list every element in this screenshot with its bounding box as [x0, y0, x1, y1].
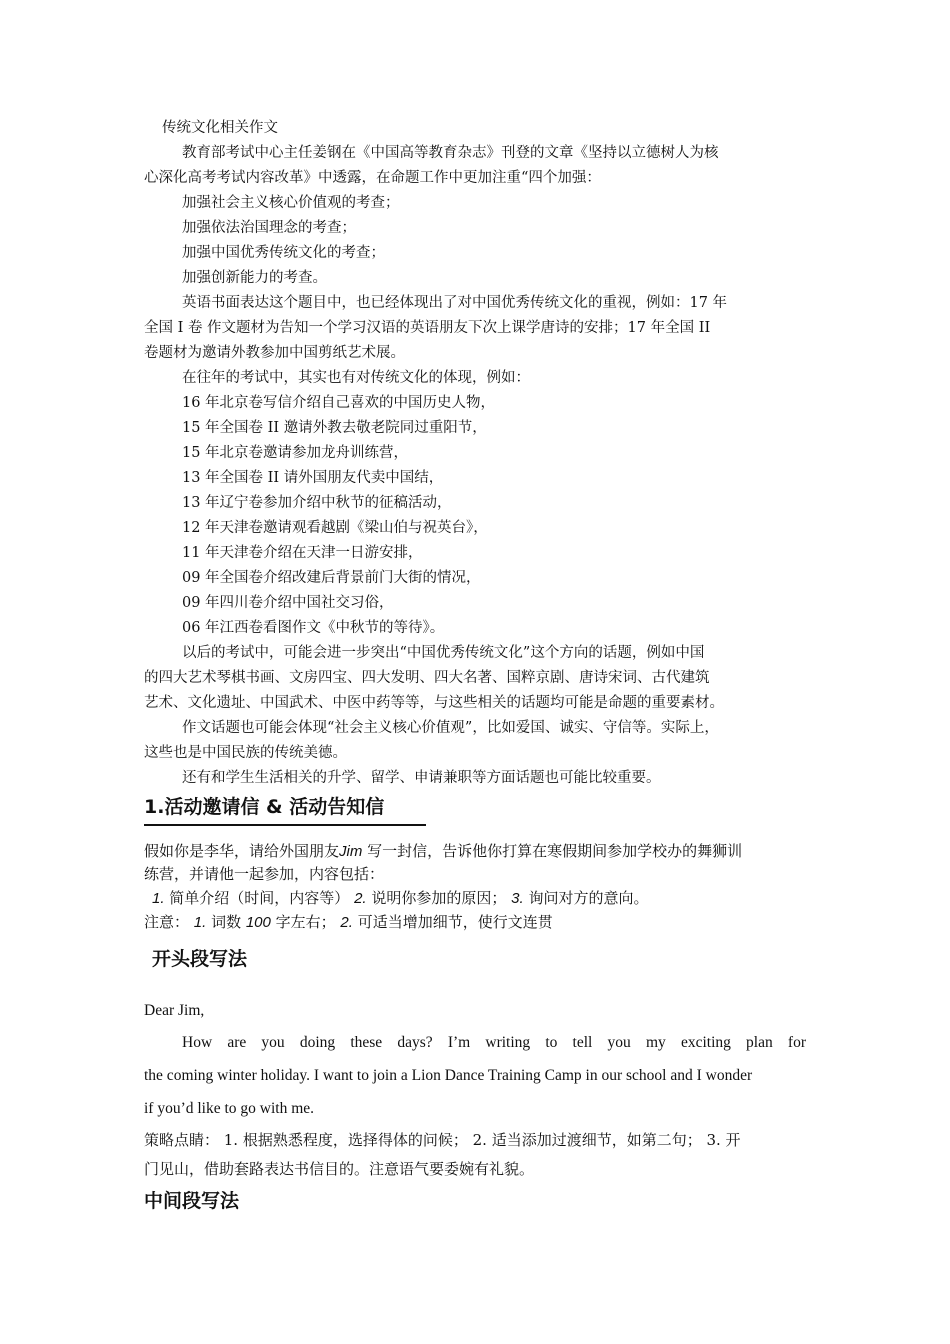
- intro-line: 加强社会主义核心价值观的考查；: [182, 195, 400, 211]
- exam-list-item: 13 年全国卷 II 请外国朋友代卖中国结，: [182, 470, 444, 486]
- intro-line: 艺术、文化遗址、中国武术、中医中药等等，与这些相关的话题均可能是命题的重要素材。: [144, 695, 724, 711]
- intro-line: 英语书面表达这个题目中，也已经体现出了对中国优秀传统文化的重视，例如：17 年: [182, 295, 728, 311]
- middle-heading: 中间段写法: [144, 1190, 240, 1212]
- intro-line: 在往年的考试中，其实也有对传统文化的体现，例如：: [182, 370, 530, 386]
- exam-list-item: 15 年全国卷 II 邀请外教去敬老院同过重阳节，: [182, 420, 487, 436]
- intro-line: 心深化高考考试内容改革》中透露，在命题工作中更加注重“四个加强：: [144, 170, 601, 186]
- letter-line: if you’d like to go with me.: [144, 1100, 315, 1117]
- intro-line: 这些也是中国民族的传统美德。: [144, 745, 347, 761]
- intro-line: 全国 I 卷 作文题材为告知一个学习汉语的英语朋友下次上课学唐诗的安排；17 年全国 II: [144, 320, 711, 336]
- intro-line: 还有和学生生活相关的升学、留学、申请兼职等方面话题也可能比较重要。: [182, 770, 661, 786]
- letter-line: How are you doing these days? I’m writing to tell you my exciting plan for: [182, 1034, 806, 1051]
- exam-list-item: 15 年北京卷邀请参加龙舟训练营，: [182, 445, 409, 461]
- tips-line: 门见山，借助套路表达书信目的。注意语气要委婉有礼貌。: [144, 1160, 535, 1178]
- intro-line: 加强依法治国理念的考查；: [182, 220, 356, 236]
- letter-salutation: Dear Jim,: [144, 1002, 205, 1019]
- exam-list-item: 16 年北京卷写信介绍自己喜欢的中国历史人物，: [182, 395, 496, 411]
- exam-list-item: 09 年全国卷介绍改建后背景前门大街的情况，: [182, 570, 481, 586]
- intro-line: 的四大艺术琴棋书画、文房四宝、四大发明、四大名著、国粹京剧、唐诗宋词、古代建筑: [144, 670, 710, 686]
- intro-line: 卷题材为邀请外教参加中国剪纸艺术展。: [144, 345, 405, 361]
- intro-line: 教育部考试中心主任姜钢在《中国高等教育杂志》刊登的文章《坚持以立德树人为核: [182, 145, 719, 161]
- intro-line: 以后的考试中，可能会进一步突出“中国优秀传统文化”这个方向的话题，例如中国: [182, 645, 705, 661]
- tips-line: 策略点睛： 1. 根据熟悉程度，选择得体的问候； 2. 适当添加过渡细节，如第二句； 3. 开: [144, 1131, 741, 1149]
- exam-list-item: 09 年四川卷介绍中国社交习俗，: [182, 595, 394, 611]
- doc-title: 传统文化相关作文: [162, 120, 278, 136]
- intro-line: 作文话题也可能会体现“社会主义核心价值观”，比如爱国、诚实、守信等。实际上，: [182, 720, 719, 736]
- intro-line: 加强中国优秀传统文化的考查；: [182, 245, 385, 261]
- exam-list-item: 11 年天津卷介绍在天津一日游安排，: [182, 545, 423, 561]
- letter-line: the coming winter holiday. I want to join a Lion Dance Training Camp in our school and I wonder: [144, 1067, 753, 1084]
- task-line: 假如你是李华，请给外国朋友Jim 写一封信，告诉他你打算在寒假期间参加学校办的舞狮训: [144, 842, 743, 860]
- exam-list-item: 06 年江西卷看图作文《中秋节的等待》。: [182, 620, 445, 636]
- opening-heading: 开头段写法: [152, 948, 248, 970]
- intro-line: 加强创新能力的考查。: [182, 270, 327, 286]
- exam-list-item: 12 年天津卷邀请观看越剧《梁山伯与祝英台》，: [182, 520, 488, 536]
- exam-list-item: 13 年辽宁卷参加介绍中秋节的征稿活动，: [182, 495, 452, 511]
- note-line: 注意： 1. 词数 100 字左右； 2. 可适当增加细节，使行文连贯: [144, 913, 553, 931]
- task-line: 练营，并请他一起参加，内容包括：: [144, 865, 385, 883]
- requirements-line: 1. 简单介绍（时间，内容等） 2. 说明你参加的原因； 3. 询问对方的意向。: [152, 889, 649, 907]
- heading-underline: [144, 824, 426, 826]
- section-heading: 1.活动邀请信 & 活动告知信: [144, 796, 385, 818]
